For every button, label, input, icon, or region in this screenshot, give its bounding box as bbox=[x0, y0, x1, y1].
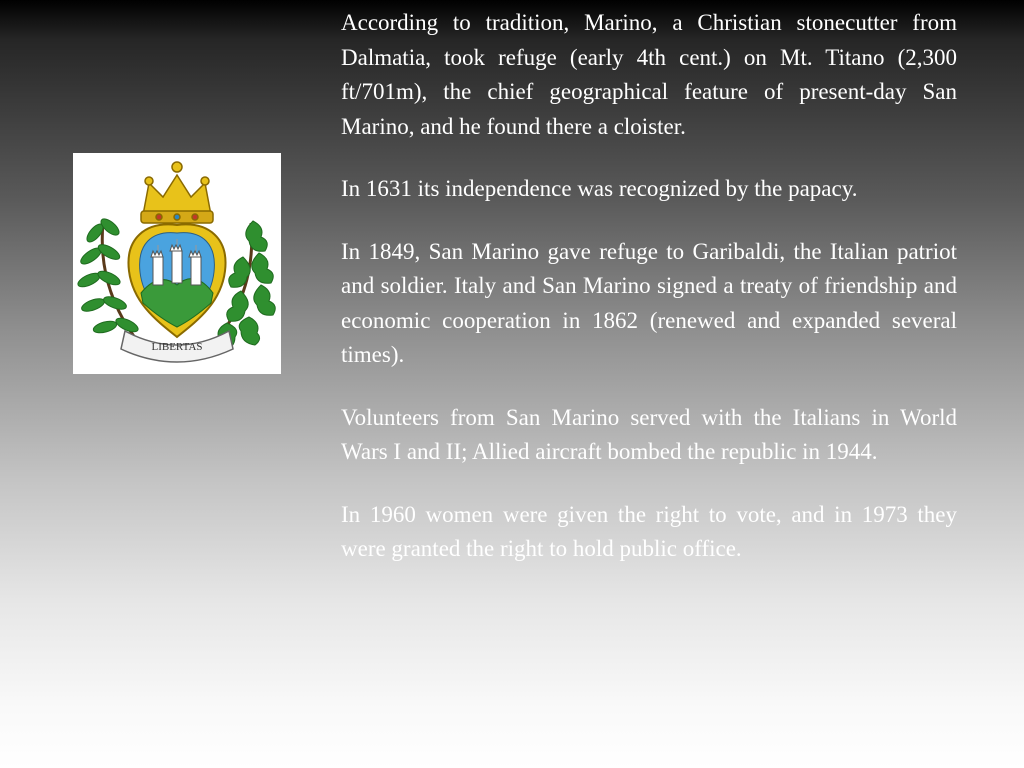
paragraph-independence: In 1631 its independence was recognized by the papacy. bbox=[341, 176, 858, 201]
paragraph-garibaldi: In 1849, San Marino gave refuge to Garibaldi, the Italian patriot and soldier. Italy and San Marino signed a treaty of friendship and economic cooperation in 1862 (renewed and expanded several times). bbox=[341, 238, 957, 367]
body-text bbox=[341, 6, 957, 595]
coat-of-arms-image bbox=[73, 153, 281, 374]
motto-text: LIBERTAS bbox=[151, 341, 203, 353]
paragraph-women-vote: In 1960 women were given the right to vote, and in 1973 they were granted the right to hold public office. bbox=[341, 501, 957, 561]
paragraph-tradition: According to tradition, Marino, a Christian stonecutter from Dalmatia, took refuge (early 4th cent.) on Mt. Titano (2,300 ft/701m), the chief geographical feature of present-day San Marino, and he found there a cloister. bbox=[341, 10, 957, 139]
coat-of-arms-icon bbox=[73, 153, 281, 374]
paragraph-world-wars: Volunteers from San Marino served with the Italians in World Wars I and II; Allied aircraft bombed the republic in 1944. bbox=[341, 404, 957, 464]
